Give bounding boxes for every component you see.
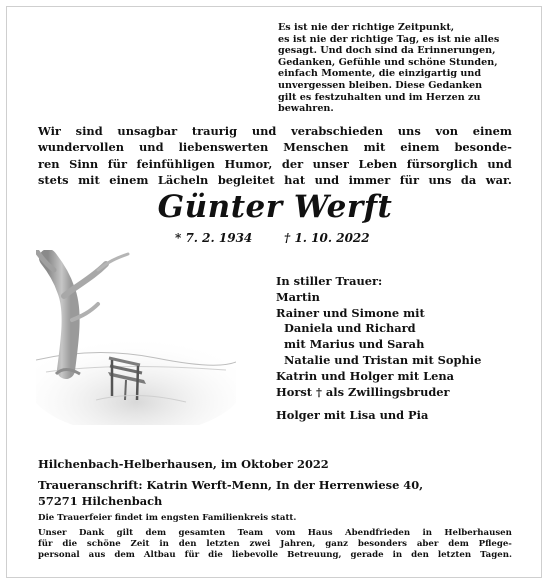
word: dem [114,549,135,560]
word: in [392,549,403,560]
word: dem [145,528,167,538]
word: mit [363,140,386,155]
deceased-name: Günter Werft [157,189,393,225]
intro-line [38,139,512,155]
word: gilt [116,528,134,538]
mourner-entry: Holger mit Lisa und Pia [276,408,429,423]
address-line: Traueranschrift: Katrin Werft-Menn, In der Herrenwiese 40, [38,478,424,492]
word: von [435,124,458,138]
word: Abendfrieden [344,528,411,538]
word: Lächeln [157,173,209,188]
word: unser [312,156,349,171]
word: Sinn [69,156,99,171]
thanks-line [38,539,512,550]
word: stets [38,173,69,188]
tree-bench-illustration [36,250,236,425]
word: und [487,156,512,171]
word: und [314,173,340,188]
word: Tagen. [480,549,512,560]
word: war. [485,173,512,188]
word: personal [38,549,80,560]
word: mit [78,173,100,188]
word: die [62,538,78,549]
poem-line: Gedanken, Gefühle und schöne Stunden, [278,56,498,68]
word: Humor, [224,156,273,171]
intro-text [38,123,512,189]
poem-line: gilt es festzuhalten und im Herzen zu [278,91,481,103]
poem-line: es ist nie der richtige Tag, es ist nie alles [278,33,500,45]
funeral-note: Die Trauerfeier findet im engsten Familienkreis statt. [38,513,297,523]
word: Zeit [130,538,150,549]
thanks-line [38,528,512,539]
word: einem [472,124,512,138]
word: uns [397,124,421,138]
death-date: † 1. 10. 2022 [284,231,370,245]
word: Dank [78,528,105,538]
word: begleitet [217,173,275,188]
word: und [139,140,164,155]
thanks-text [38,528,512,560]
word: Helberhausen [444,528,512,538]
poem-line: unvergessen bleiben. Diese Gedanken [278,79,483,91]
word: aber [416,538,439,549]
word: für [399,173,419,188]
mourner-entry: Daniela und Richard [284,321,416,336]
mourner-entry: mit Marius und Sarah [284,337,425,352]
poem-line: Es ist nie der richtige Zeitpunkt, [278,22,455,33]
intro-line [38,123,512,139]
word: gesamten [178,528,226,538]
address-line: 57271 Hilchenbach [38,494,163,509]
word: Leben [358,156,398,171]
mourners-heading: In stiller Trauer: [276,274,383,288]
word: letzten [206,538,240,549]
word: Haus [307,528,333,538]
word: traurig [191,124,238,138]
word: gerade [350,549,384,560]
word: schöne [86,538,121,549]
word: liebevolle [231,549,279,560]
word: immer [348,173,391,188]
poem [278,22,523,115]
intro-line [38,156,512,172]
word: Jahren, [280,538,316,549]
place-and-date: Hilchenbach-Helberhausen, im Oktober 2022 [38,457,329,471]
birth-date: * 7. 2. 1934 [175,231,253,245]
word: besonders [357,538,407,549]
word: für [107,156,127,171]
word: für [184,549,200,560]
word: da [460,173,477,188]
poem-line: bewahren. [278,103,334,115]
word: besonde- [454,140,512,155]
word: liebenswerten [178,140,269,155]
word: einem [109,173,149,188]
mourner-entry: Rainer und Simone mit [276,305,425,320]
word: die [208,549,223,560]
mourners-list [276,274,526,424]
thanks-line [38,550,512,561]
word: der [281,156,304,171]
word: den [411,549,429,560]
mourner-entry: Katrin und Holger mit Lena [276,368,455,383]
word: ren [38,156,60,171]
word: wundervollen [38,140,124,155]
word: letzten [437,549,472,560]
word: den [178,538,197,549]
word: uns [428,173,452,188]
word: unsagbar [117,124,178,138]
word: sind [75,124,103,138]
word: in [422,528,432,538]
word: Team [237,528,264,538]
word: Unser [38,528,67,538]
word: feinfühligen [136,156,215,171]
mourner-entry: Horst † als Zwillingsbruder [276,384,450,399]
word: in [159,538,169,549]
word: Altbau [143,549,176,560]
word: fürsorglich [406,156,478,171]
word: Menschen [283,140,349,155]
word: hat [284,173,306,188]
word: zwei [249,538,271,549]
word: Wir [38,124,61,138]
word: verabschieden [291,124,384,138]
mourning-address [38,477,518,509]
word: ganz [325,538,348,549]
word: für [38,538,53,549]
word: einem [400,140,440,155]
word: und [251,124,277,138]
poem-line: einfach Momente, die einzigartig und [278,68,482,80]
word: aus [88,549,106,560]
word: Betreuung, [287,549,342,560]
mourner-entry: Martin [276,289,320,304]
mourner-entry: Natalie und Tristan mit Sophie [284,352,482,367]
word: Pflege- [478,538,512,549]
word: dem [448,538,469,549]
word: vom [275,528,296,538]
poem-line: gesagt. Und doch sind da Erinnerungen, [278,45,496,57]
